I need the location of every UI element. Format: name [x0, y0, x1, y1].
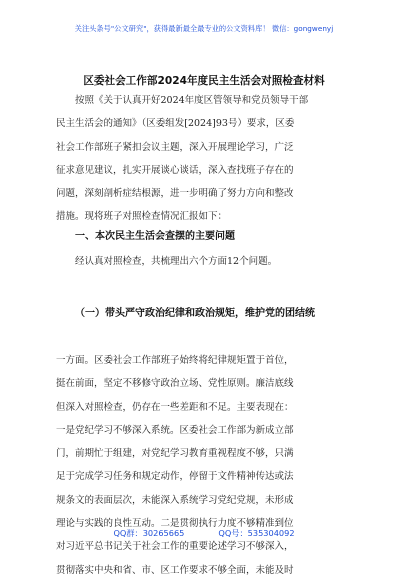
body-line: 一是党纪学习不够深入系统。区委社会工作部为新成立部 — [56, 424, 294, 436]
body-line: 规条文的表面层次，未能深入系统学习党纪党规，未形成 — [56, 494, 294, 506]
document-title: 区委社会工作部2024年度民主生活会对照检查材料 — [83, 75, 325, 87]
intro-line: 问题，深刻剖析症结根源，进一步明确了努力方向和整改 — [56, 188, 294, 200]
body-line: 足于完成学习任务和规定动作，停留于文件精神传达或法 — [56, 471, 294, 483]
subheading — [75, 302, 365, 325]
footer-contact — [0, 528, 408, 539]
qq-number-text: QQ号：535304092 — [218, 528, 295, 538]
body-line: 贯彻落实中央和省、市、区工作要求不够全面，未能及时 — [56, 564, 294, 576]
body-line: 挺在前面，坚定不移修守政治立场、党性原则。廉洁底线 — [56, 378, 294, 390]
body-paragraph — [56, 349, 356, 582]
body-line: 门，前期忙于组建，对党纪学习教育重视程度不够，只满 — [56, 448, 294, 460]
body-line: 但深入对照检查，仍存在一些差距和不足。主要表现在： — [56, 401, 294, 413]
intro-line: 民主生活会的通知》（区委组发[2024]93号）要求，区委 — [56, 118, 295, 130]
intro-paragraph — [56, 89, 356, 229]
section-intro-paragraph — [56, 250, 356, 273]
intro-line: 征求意见建议，扎实开展谈心谈话，深入查找班子存在的 — [56, 164, 294, 176]
qq-group-text: QQ群：30265665 — [113, 528, 185, 538]
body-line: 一方面。区委社会工作部班子始终将纪律规矩置于首位， — [56, 355, 294, 366]
header-promo-note: 关注头条号"公文研究"，获得最新最全最专业的公文资料库！ 微信：gongwenyj — [74, 24, 334, 33]
intro-line: 措施。现将班子对照检查情况汇报如下： — [56, 211, 228, 223]
section-heading: 一、本次民主生活会查摆的主要问题 — [75, 231, 235, 242]
subheading-line: （一）带头严守政治纪律和政治规矩，维护党的团结统 — [75, 308, 315, 319]
body-line: 对习近平总书记关于社会工作的重要论述学习不够深入， — [56, 541, 294, 553]
intro-line: 按照《关于认真开好2024年度区管领导和党员领导干部 — [75, 95, 309, 106]
body-line: 理论与实践的良性互动。二是贯彻执行力度不够精准到位 — [56, 518, 294, 530]
section-intro-line: 经认真对照检查，共梳理出六个方面12个问题。 — [75, 256, 278, 267]
intro-line: 社会工作部班子紧扣会议主题，深入开展理论学习，广泛 — [56, 141, 294, 153]
